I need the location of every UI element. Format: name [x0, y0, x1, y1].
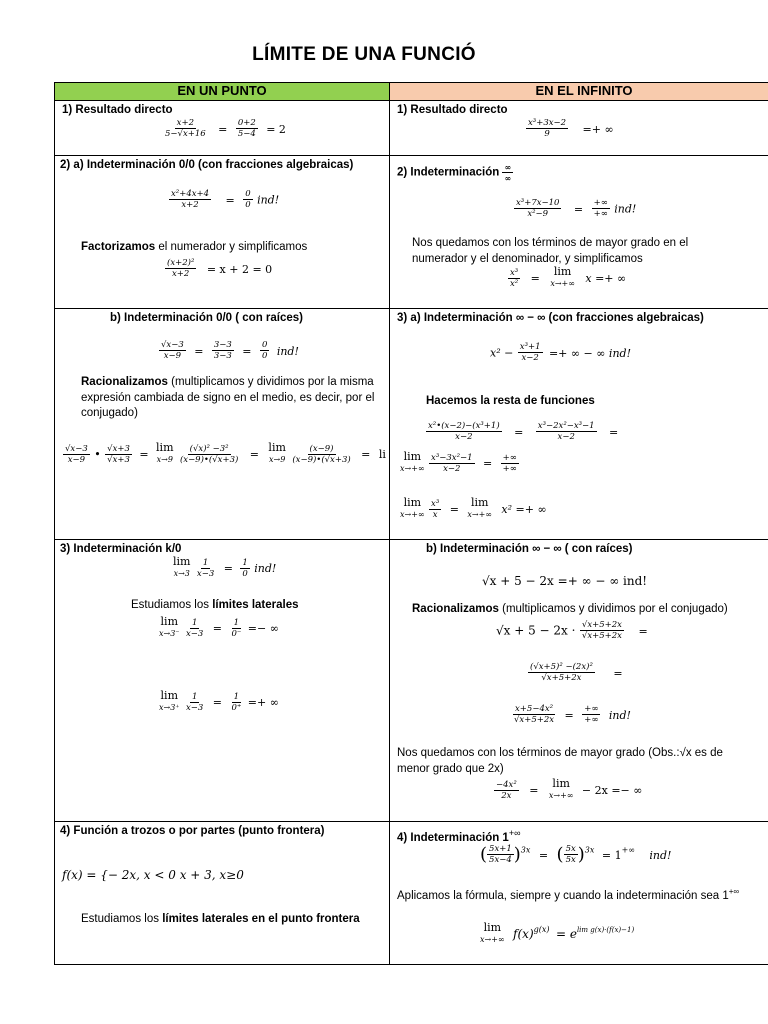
page-title: LÍMITE DE UNA FUNCIÓ [252, 44, 476, 65]
cell-right-1 [390, 101, 768, 156]
subtraction-step-3: lim x→+∞ $\frac{\text{x³}}{x}$ = lim x→+∞ x² =+ ∞ [400, 496, 547, 520]
formula-expression: lim x→+∞ $f(x)^{g(x)} = e^{lim g(x)\cdot(f(x)-1)}$ [480, 921, 635, 944]
expression: $\frac{x+2}{5-√x+16}$ = $\frac{0+2}{5-4}$ = 2 [165, 118, 286, 139]
expression: lim x→3 $\frac{1}{x-3}$ = $\frac{1}{0}$ ind! [173, 555, 277, 579]
rationalize-text: Racionalizamos (multiplicamos y dividimos por el conjugado) [412, 603, 728, 615]
rationalize-text: Racionalizamos (multiplicamos y dividimos por la misma expresión cambiada de signo en el medio, es decir, por el conjugado) [81, 376, 375, 419]
expression: ( $\frac{5x+1}{5x-4}$ )$^{3x}$ = ( $\frac{5x}{5x}$ )$^{3x}$ = 1+∞ ind! [480, 844, 672, 865]
cell-left-5 [55, 822, 390, 965]
explanation: Nos quedamos con los términos de mayor grado en el numerador y el denominador, y simplificamos [412, 237, 689, 265]
expression: $\frac{√x-3}{x-9}$ = $\frac{3-3}{3-3}$ = $\frac{0}{0}$ ind! [161, 340, 299, 361]
limit-expression: $\frac{\text{x³}}{\text{x²}}$ = lim x→+∞ x =+ ∞ [510, 265, 627, 289]
cell-right-3 [390, 309, 768, 540]
heading: 1) Resultado directo [62, 104, 173, 116]
header-en-el-infinito: EN EL INFINITO [390, 83, 768, 101]
observation-text: Nos quedamos con los términos de mayor grado (Obs.:√x es de menor grado que 2x) [397, 747, 723, 775]
heading: 4) Indeterminación 1+∞ [397, 828, 521, 844]
step-1: √x + 5 − 2x · $\frac{√x+5+2x}{√x+5+2x}$ = [496, 620, 648, 641]
cell-right-4 [390, 540, 768, 822]
factor-text: Factorizamos el numerador y simplificamos [81, 241, 308, 253]
heading: 1) Resultado directo [397, 104, 508, 116]
lateral-text: Estudiamos los límites laterales en el punto frontera [81, 913, 360, 925]
factor-expression: $\frac{\text{(x+2)²}}{x+2}$ = x + 2 = 0 [167, 258, 273, 279]
heading: 3) a) Indeterminación ∞ − ∞ (con fracciones algebraicas) [397, 312, 704, 324]
formula-text: Aplicamos la fórmula, siempre y cuando la indeterminación sea 1+∞ [397, 887, 740, 902]
cell-left-4 [55, 540, 390, 822]
cell-left-2 [55, 156, 390, 309]
cell-right-5 [390, 822, 768, 965]
subtraction-step-2: lim x→+∞ $\frac{\text{x³−3x²−1}}{x-2}$ = $\frac{+\infty}{+\infty}$ [400, 450, 517, 474]
expression: $\frac{\text{x²+4x+4}}{x+2}$ = $\frac{0}{0}$ ind! [171, 189, 280, 210]
expression: √x + 5 − 2x =+ ∞ − ∞ ind! [482, 574, 648, 588]
cell-right-2 [390, 156, 768, 309]
header-en-un-punto: EN UN PUNTO [55, 83, 390, 101]
heading: b) Indeterminación ∞ − ∞ ( con raíces) [426, 543, 633, 555]
heading: 3) Indeterminación k/0 [60, 543, 182, 555]
limits-table [54, 82, 768, 965]
long-expression: $\frac{√x-3}{x-9}$ • $\frac{√x+3}{√x+3}$ = lim x→9 $\frac{\text{(√x)² −3²}}{(x-9)•(√x+3)}$ = lim x→9 $\frac{(x-9)}{(x-9)•(√x+3)}$ = li [65, 441, 386, 465]
right-limit: lim x→3⁺ $\frac{1}{x-3}$ = $\frac{1}{0^+}$ =+ ∞ [159, 689, 279, 713]
heading: 2) a) Indeterminación 0/0 (con fracciones algebraicas) [60, 159, 354, 171]
left-limit: lim x→3⁻ $\frac{1}{x-3}$ = $\frac{1}{0^-}$ =− ∞ [159, 615, 279, 639]
expression: $\frac{\text{x³+3x−2}}{9}$ =+ ∞ [528, 118, 614, 139]
piecewise-function: f(x) = {− 2x, x < 0 x + 3, x≥0 [62, 868, 244, 882]
heading: b) Indeterminación 0/0 ( con raíces) [110, 312, 303, 324]
expression: $\frac{\text{x³+7x−10}}{\text{x²−9}}$ = $\frac{+\infty}{+\infty}$ ind! [516, 198, 637, 219]
cell-left-3 [55, 309, 390, 540]
step-4: $\frac{\text{−4x²}}{2x}$ = lim x→+∞ − 2x =− ∞ [496, 777, 643, 801]
expression: x² − $\frac{\text{x³+1}}{x-2}$ =+ ∞ − ∞ ind! [490, 342, 631, 363]
subtraction-step-1: $\frac{\text{x²•(x−2)−(x³+1)}}{x-2}$ = $\frac{\text{x³−2x²−x³−1}}{x-2}$ = [428, 421, 619, 442]
heading: 4) Función a trozos o por partes (punto frontera) [60, 825, 325, 837]
step-3: $\frac{\text{x+5−4x²}}{√x+5+2x}$ = $\frac{+\infty}{+\infty}$ ind! [514, 704, 631, 725]
subtraction-text: Hacemos la resta de funciones [426, 395, 595, 407]
step-2: $\frac{\text{(√x+5)² −(2x)²}}{√x+5+2x}$ = [530, 662, 623, 683]
lateral-text: Estudiamos los límites laterales [131, 599, 299, 611]
cell-left-1 [55, 101, 390, 156]
heading: 2) Indeterminación $\frac{\infty}{\infty}$ [397, 162, 512, 183]
